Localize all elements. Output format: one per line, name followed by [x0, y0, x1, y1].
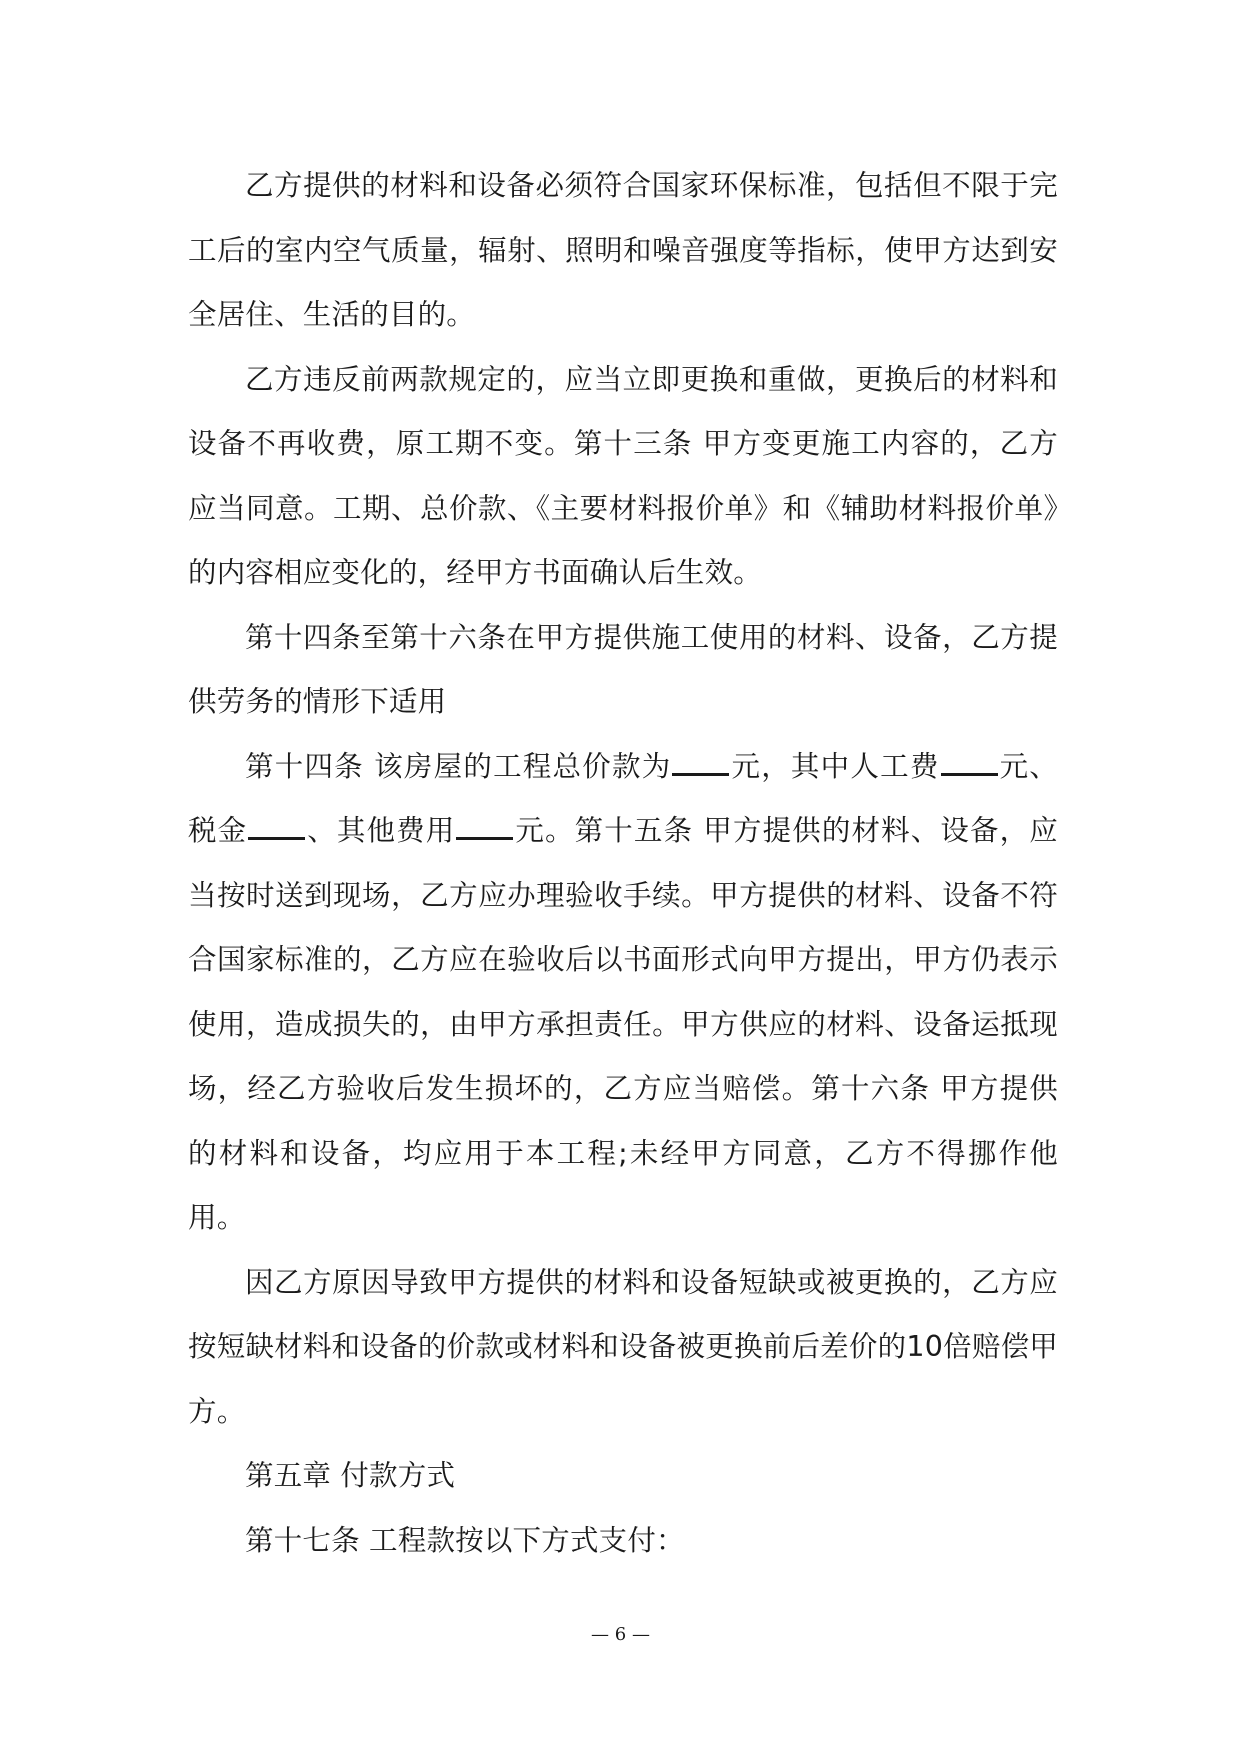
chapter-heading-payment: 第五章 付款方式	[245, 1459, 456, 1492]
document-body	[188, 154, 1058, 1573]
paragraph-articles-14-16-scope: 第十四条至第十六条在甲方提供施工使用的材料、设备，乙方提供劳务的情形下适用	[188, 620, 1058, 718]
paragraph-shortage-compensation: 因乙方原因导致甲方提供的材料和设备短缺或被更换的，乙方应按短缺材料和设备的价款或材料和设备被更换前后差价的10倍赔偿甲方。	[188, 1265, 1058, 1428]
paragraph-environmental-standards: 乙方提供的材料和设备必须符合国家环保标准，包括但不限于完工后的室内空气质量，辐射、照明和噪音强度等指标，使甲方达到安全居住、生活的目的。	[188, 169, 1058, 331]
tax-text: 元、税金	[188, 749, 1058, 847]
total-price-blank	[672, 751, 729, 776]
other-fees-text: 、其他费用	[306, 814, 456, 847]
labor-cost-blank	[941, 751, 998, 776]
tax-blank	[248, 815, 305, 840]
articles-15-16-text: 元。第十五条 甲方提供的材料、设备，应当按时送到现场，乙方应办理验收手续。甲方提供的材料、设备不符合国家标准的，乙方应在验收后以书面形式向甲方提出，甲方仍表示使用，造成损失的，由甲方承担责任。甲方供应的材料、设备运抵现场，经乙方验收后发生损坏的，乙方应当赔偿。第十六条 甲方提供的材料和设备，均应用于本工程;未经甲方同意，乙方不得挪作他用。	[188, 814, 1058, 1234]
paragraph-article-17: 第十七条 工程款按以下方式支付：	[245, 1523, 685, 1557]
article-14-text: 第十四条 该房屋的工程总价款为	[245, 749, 672, 783]
labor-cost-text: 元，其中人工费	[730, 749, 940, 783]
page-number: — 6 —	[591, 1624, 650, 1645]
paragraph-articles-14-16	[188, 735, 1058, 1251]
other-fees-blank	[456, 815, 513, 840]
paragraph-replacement-and-article-13: 乙方违反前两款规定的，应当立即更换和重做，更换后的材料和设备不再收费，原工期不变。第十三条 甲方变更施工内容的，乙方应当同意。工期、总价款、《主要材料报价单》和《辅助材料报价单》的内容相应变化的，经甲方书面确认后生效。	[188, 362, 1058, 589]
